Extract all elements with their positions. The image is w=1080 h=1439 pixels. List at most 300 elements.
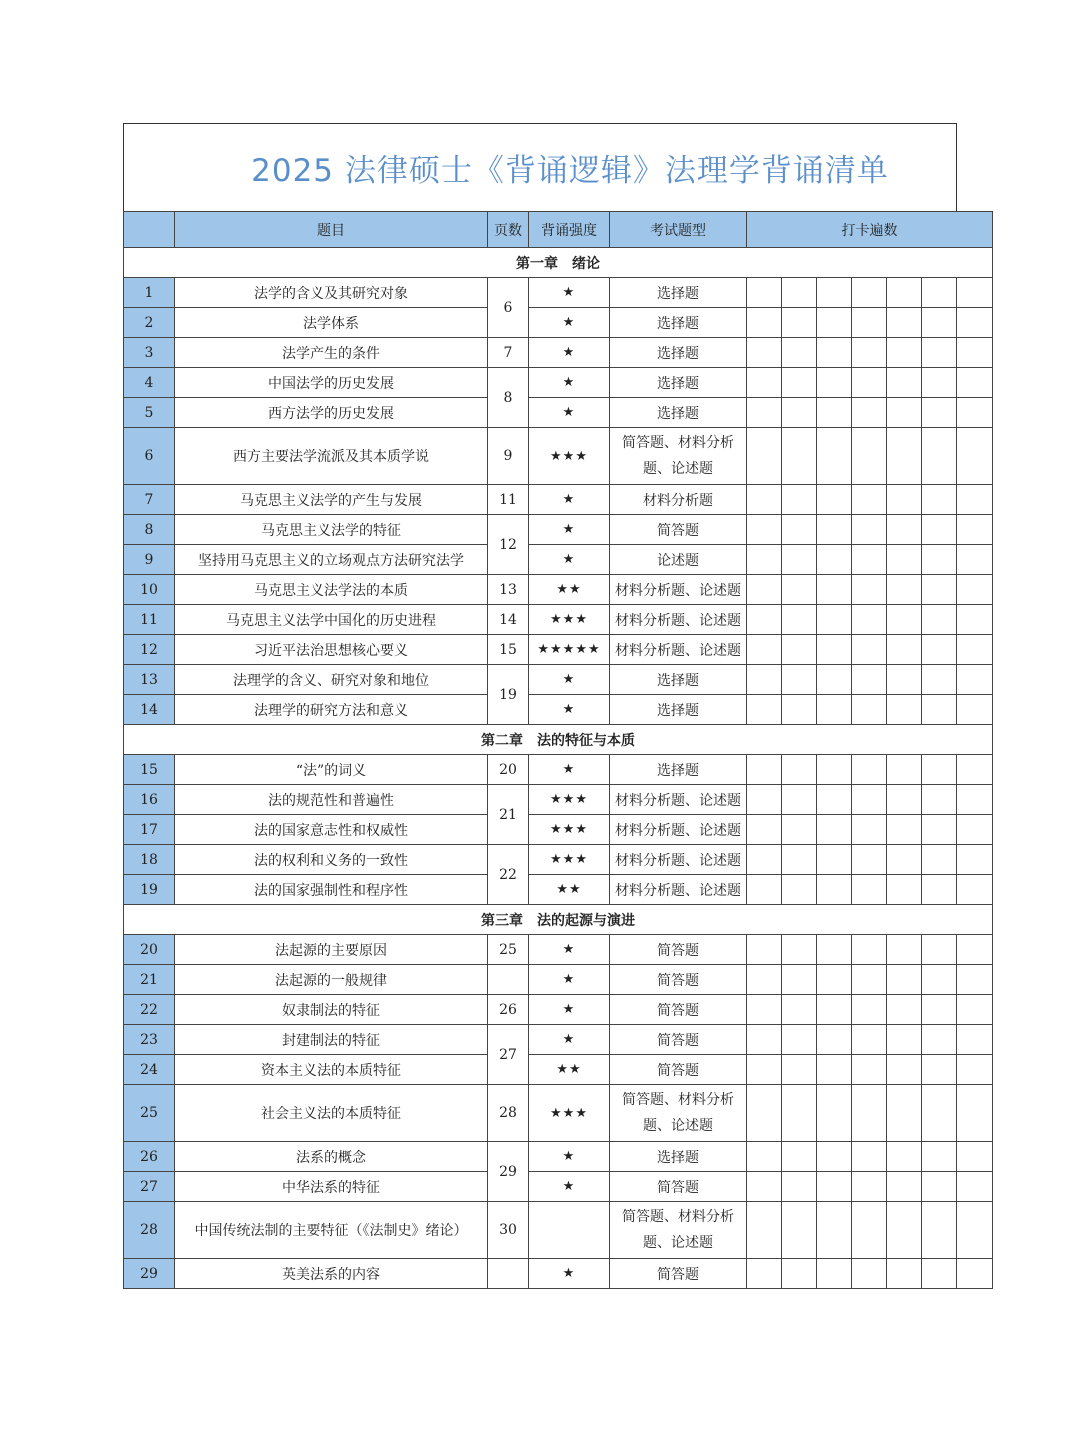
row-strength-stars: ★ <box>529 995 610 1025</box>
row-strength-stars: ★★★ <box>529 605 610 635</box>
checkin-box[interactable] <box>957 1172 993 1202</box>
checkin-box[interactable] <box>782 635 817 665</box>
row-topic: 法起源的主要原因 <box>175 935 488 965</box>
checkin-box[interactable] <box>817 308 852 338</box>
checkin-box[interactable] <box>747 1259 782 1289</box>
checkin-box[interactable] <box>852 845 887 875</box>
checkin-box[interactable] <box>957 278 993 308</box>
checkin-box[interactable] <box>957 665 993 695</box>
checkin-box[interactable] <box>922 935 957 965</box>
checkin-box[interactable] <box>747 428 782 485</box>
row-topic: 马克思主义法学法的本质 <box>175 575 488 605</box>
checkin-box[interactable] <box>922 695 957 725</box>
checkin-box[interactable] <box>817 815 852 845</box>
checkin-box[interactable] <box>922 965 957 995</box>
checkin-box[interactable] <box>747 278 782 308</box>
checkin-box[interactable] <box>852 575 887 605</box>
checkin-box[interactable] <box>747 485 782 515</box>
checkin-box[interactable] <box>747 635 782 665</box>
checkin-box[interactable] <box>922 1055 957 1085</box>
checkin-box[interactable] <box>747 1025 782 1055</box>
checkin-box[interactable] <box>782 875 817 905</box>
checkin-box[interactable] <box>887 1202 922 1259</box>
row-topic: 西方主要法学流派及其本质学说 <box>175 428 488 485</box>
checkin-box[interactable] <box>957 368 993 398</box>
checkin-box[interactable] <box>887 665 922 695</box>
row-strength-stars: ★★★ <box>529 845 610 875</box>
checkin-box[interactable] <box>887 695 922 725</box>
checkin-box[interactable] <box>957 515 993 545</box>
row-number: 23 <box>124 1025 175 1055</box>
checkin-box[interactable] <box>957 935 993 965</box>
row-exam-type: 材料分析题、论述题 <box>610 875 747 905</box>
checkin-box[interactable] <box>852 1202 887 1259</box>
row-strength-stars: ★ <box>529 1142 610 1172</box>
checkin-box[interactable] <box>817 845 852 875</box>
checkin-box[interactable] <box>782 605 817 635</box>
page-title: 2025 法律硕士《背诵逻辑》法理学背诵清单 <box>251 153 889 189</box>
checkin-box[interactable] <box>782 1085 817 1142</box>
checkin-box[interactable] <box>887 308 922 338</box>
checkin-box[interactable] <box>747 935 782 965</box>
checkin-box[interactable] <box>852 935 887 965</box>
checkin-box[interactable] <box>957 1259 993 1289</box>
checkin-box[interactable] <box>957 1142 993 1172</box>
row-exam-type: 选择题 <box>610 278 747 308</box>
row-topic: 英美法系的内容 <box>175 1259 488 1289</box>
checkin-box[interactable] <box>852 1055 887 1085</box>
checkin-box[interactable] <box>957 1055 993 1085</box>
checkin-box[interactable] <box>817 965 852 995</box>
checkin-box[interactable] <box>852 278 887 308</box>
checkin-box[interactable] <box>782 1202 817 1259</box>
checkin-box[interactable] <box>957 635 993 665</box>
checkin-box[interactable] <box>852 635 887 665</box>
row-number: 18 <box>124 845 175 875</box>
checkin-box[interactable] <box>782 515 817 545</box>
row-number: 29 <box>124 1259 175 1289</box>
checkin-box[interactable] <box>852 1025 887 1055</box>
checkin-box[interactable] <box>922 995 957 1025</box>
checkin-box[interactable] <box>817 1055 852 1085</box>
checkin-box[interactable] <box>922 605 957 635</box>
table-row <box>124 1259 993 1289</box>
checkin-box[interactable] <box>852 485 887 515</box>
checkin-box[interactable] <box>957 1085 993 1142</box>
checklist-table <box>123 211 993 1289</box>
checkin-box[interactable] <box>782 338 817 368</box>
checkin-box[interactable] <box>922 515 957 545</box>
checkin-box[interactable] <box>782 575 817 605</box>
table-row <box>124 368 993 398</box>
row-number: 11 <box>124 605 175 635</box>
row-topic: 西方法学的历史发展 <box>175 398 488 428</box>
checkin-box[interactable] <box>887 368 922 398</box>
chapter-row <box>124 905 993 935</box>
checkin-box[interactable] <box>747 545 782 575</box>
checkin-box[interactable] <box>922 1202 957 1259</box>
checklist-sheet <box>123 123 957 1289</box>
checkin-box[interactable] <box>747 815 782 845</box>
row-page: 12 <box>488 515 529 575</box>
checkin-box[interactable] <box>852 1172 887 1202</box>
row-exam-type: 选择题 <box>610 755 747 785</box>
checkin-box[interactable] <box>887 575 922 605</box>
checkin-box[interactable] <box>957 308 993 338</box>
checkin-box[interactable] <box>747 575 782 605</box>
chapter-row <box>124 725 993 755</box>
table-row <box>124 605 993 635</box>
checkin-box[interactable] <box>922 545 957 575</box>
checkin-box[interactable] <box>747 1202 782 1259</box>
row-page: 14 <box>488 605 529 635</box>
row-exam-type: 简答题 <box>610 995 747 1025</box>
checkin-box[interactable] <box>817 1172 852 1202</box>
checkin-box[interactable] <box>887 995 922 1025</box>
row-exam-type: 选择题 <box>610 1142 747 1172</box>
checkin-box[interactable] <box>747 665 782 695</box>
checkin-box[interactable] <box>852 1142 887 1172</box>
checkin-box[interactable] <box>852 695 887 725</box>
checkin-box[interactable] <box>922 815 957 845</box>
checkin-box[interactable] <box>782 965 817 995</box>
row-strength-stars: ★ <box>529 398 610 428</box>
row-page: 9 <box>488 428 529 485</box>
row-topic: 法学产生的条件 <box>175 338 488 368</box>
checkin-box[interactable] <box>887 338 922 368</box>
checkin-box[interactable] <box>887 875 922 905</box>
checkin-box[interactable] <box>922 845 957 875</box>
row-exam-type: 简答题 <box>610 935 747 965</box>
row-topic: 法理学的研究方法和意义 <box>175 695 488 725</box>
checkin-box[interactable] <box>782 545 817 575</box>
checkin-box[interactable] <box>782 398 817 428</box>
checkin-box[interactable] <box>782 755 817 785</box>
checkin-box[interactable] <box>922 665 957 695</box>
checkin-box[interactable] <box>887 1259 922 1289</box>
checkin-box[interactable] <box>852 1085 887 1142</box>
row-topic: 习近平法治思想核心要义 <box>175 635 488 665</box>
table-row <box>124 575 993 605</box>
checkin-box[interactable] <box>782 995 817 1025</box>
checkin-box[interactable] <box>957 605 993 635</box>
row-number: 16 <box>124 785 175 815</box>
row-topic: 社会主义法的本质特征 <box>175 1085 488 1142</box>
row-exam-type: 简答题 <box>610 515 747 545</box>
row-strength-stars: ★★ <box>529 1055 610 1085</box>
checkin-box[interactable] <box>852 665 887 695</box>
checkin-box[interactable] <box>852 965 887 995</box>
checkin-box[interactable] <box>782 1142 817 1172</box>
row-exam-type: 简答题 <box>610 1055 747 1085</box>
checkin-box[interactable] <box>817 1259 852 1289</box>
table-row <box>124 1172 993 1202</box>
checkin-box[interactable] <box>817 278 852 308</box>
row-number: 27 <box>124 1172 175 1202</box>
checkin-box[interactable] <box>957 485 993 515</box>
header-page: 页数 <box>488 212 529 248</box>
checkin-box[interactable] <box>747 755 782 785</box>
checkin-box[interactable] <box>852 428 887 485</box>
checkin-box[interactable] <box>887 1142 922 1172</box>
checkin-box[interactable] <box>957 575 993 605</box>
checkin-box[interactable] <box>782 1259 817 1289</box>
checkin-box[interactable] <box>957 875 993 905</box>
checkin-box[interactable] <box>817 515 852 545</box>
checkin-box[interactable] <box>817 575 852 605</box>
row-topic: 法起源的一般规律 <box>175 965 488 995</box>
row-number: 4 <box>124 368 175 398</box>
checkin-box[interactable] <box>852 368 887 398</box>
row-exam-type: 材料分析题、论述题 <box>610 605 747 635</box>
row-strength-stars: ★ <box>529 665 610 695</box>
row-exam-type: 材料分析题、论述题 <box>610 575 747 605</box>
checkin-box[interactable] <box>817 785 852 815</box>
row-exam-type: 材料分析题、论述题 <box>610 785 747 815</box>
table-row <box>124 965 993 995</box>
checkin-box[interactable] <box>747 695 782 725</box>
checkin-box[interactable] <box>957 695 993 725</box>
checkin-box[interactable] <box>747 1055 782 1085</box>
checkin-box[interactable] <box>852 995 887 1025</box>
checkin-box[interactable] <box>747 785 782 815</box>
checkin-box[interactable] <box>852 605 887 635</box>
checkin-box[interactable] <box>817 935 852 965</box>
checkin-box[interactable] <box>887 1055 922 1085</box>
checkin-box[interactable] <box>922 398 957 428</box>
checkin-box[interactable] <box>782 485 817 515</box>
row-topic: 奴隶制法的特征 <box>175 995 488 1025</box>
checkin-box[interactable] <box>782 428 817 485</box>
row-number: 19 <box>124 875 175 905</box>
checkin-box[interactable] <box>887 515 922 545</box>
checkin-box[interactable] <box>887 398 922 428</box>
row-strength-stars: ★★★ <box>529 785 610 815</box>
checkin-box[interactable] <box>852 755 887 785</box>
checkin-box[interactable] <box>817 398 852 428</box>
checkin-box[interactable] <box>782 1055 817 1085</box>
row-topic: 法学体系 <box>175 308 488 338</box>
checkin-box[interactable] <box>887 635 922 665</box>
checkin-box[interactable] <box>747 368 782 398</box>
checkin-box[interactable] <box>817 1085 852 1142</box>
row-number: 5 <box>124 398 175 428</box>
checkin-box[interactable] <box>887 1085 922 1142</box>
checkin-box[interactable] <box>957 845 993 875</box>
checkin-box[interactable] <box>747 338 782 368</box>
checkin-box[interactable] <box>817 545 852 575</box>
checkin-box[interactable] <box>817 635 852 665</box>
checkin-box[interactable] <box>957 1025 993 1055</box>
checkin-box[interactable] <box>782 785 817 815</box>
checkin-box[interactable] <box>887 605 922 635</box>
checkin-box[interactable] <box>817 605 852 635</box>
checkin-box[interactable] <box>922 308 957 338</box>
checkin-box[interactable] <box>957 755 993 785</box>
checkin-box[interactable] <box>922 278 957 308</box>
checkin-box[interactable] <box>957 338 993 368</box>
row-exam-type: 选择题 <box>610 368 747 398</box>
table-row <box>124 398 993 428</box>
checkin-box[interactable] <box>817 485 852 515</box>
checkin-box[interactable] <box>782 278 817 308</box>
table-row <box>124 308 993 338</box>
table-row <box>124 815 993 845</box>
checkin-box[interactable] <box>817 368 852 398</box>
checkin-box[interactable] <box>957 1202 993 1259</box>
checkin-box[interactable] <box>817 428 852 485</box>
row-exam-type: 简答题 <box>610 1172 747 1202</box>
checkin-box[interactable] <box>957 815 993 845</box>
checkin-box[interactable] <box>817 1142 852 1172</box>
checkin-box[interactable] <box>817 665 852 695</box>
row-strength-stars: ★ <box>529 1259 610 1289</box>
checkin-box[interactable] <box>922 338 957 368</box>
checkin-box[interactable] <box>957 785 993 815</box>
checkin-box[interactable] <box>957 398 993 428</box>
checkin-box[interactable] <box>852 875 887 905</box>
checkin-box[interactable] <box>747 398 782 428</box>
table-row <box>124 278 993 308</box>
checkin-box[interactable] <box>852 785 887 815</box>
checkin-box[interactable] <box>852 338 887 368</box>
row-page: 25 <box>488 935 529 965</box>
checkin-box[interactable] <box>887 965 922 995</box>
row-strength-stars: ★ <box>529 1025 610 1055</box>
chapter-title: 第二章 法的特征与本质 <box>124 725 993 755</box>
checkin-box[interactable] <box>782 1172 817 1202</box>
checkin-box[interactable] <box>922 1259 957 1289</box>
checkin-box[interactable] <box>852 1259 887 1289</box>
checkin-box[interactable] <box>922 1085 957 1142</box>
checkin-box[interactable] <box>922 428 957 485</box>
checkin-box[interactable] <box>747 308 782 338</box>
row-page <box>488 1259 529 1289</box>
checkin-box[interactable] <box>817 995 852 1025</box>
checkin-box[interactable] <box>852 815 887 845</box>
checkin-box[interactable] <box>922 785 957 815</box>
checkin-box[interactable] <box>887 755 922 785</box>
row-topic: 封建制法的特征 <box>175 1025 488 1055</box>
row-exam-type: 简答题、材料分析题、论述题 <box>610 1085 747 1142</box>
checkin-box[interactable] <box>922 875 957 905</box>
checkin-box[interactable] <box>782 308 817 338</box>
checkin-box[interactable] <box>922 1172 957 1202</box>
checkin-box[interactable] <box>957 545 993 575</box>
row-exam-type: 简答题 <box>610 1025 747 1055</box>
row-number: 25 <box>124 1085 175 1142</box>
checkin-box[interactable] <box>922 575 957 605</box>
checkin-box[interactable] <box>887 1025 922 1055</box>
row-strength-stars: ★ <box>529 695 610 725</box>
checkin-box[interactable] <box>747 845 782 875</box>
table-row <box>124 1055 993 1085</box>
row-number: 2 <box>124 308 175 338</box>
row-topic: 法理学的含义、研究对象和地位 <box>175 665 488 695</box>
row-strength-stars <box>529 1202 610 1259</box>
checkin-box[interactable] <box>957 428 993 485</box>
checkin-box[interactable] <box>887 1172 922 1202</box>
checkin-box[interactable] <box>747 605 782 635</box>
checkin-box[interactable] <box>922 1142 957 1172</box>
checkin-box[interactable] <box>782 665 817 695</box>
checkin-box[interactable] <box>782 368 817 398</box>
checkin-box[interactable] <box>782 935 817 965</box>
header-number <box>124 212 175 248</box>
row-exam-type: 材料分析题 <box>610 485 747 515</box>
checkin-box[interactable] <box>817 875 852 905</box>
checkin-box[interactable] <box>957 995 993 1025</box>
checkin-box[interactable] <box>747 995 782 1025</box>
row-topic: “法”的词义 <box>175 755 488 785</box>
checkin-box[interactable] <box>922 755 957 785</box>
table-row <box>124 995 993 1025</box>
title-banner <box>123 123 957 211</box>
checkin-box[interactable] <box>887 278 922 308</box>
row-number: 14 <box>124 695 175 725</box>
row-page: 21 <box>488 785 529 845</box>
row-topic: 法的权利和义务的一致性 <box>175 845 488 875</box>
row-exam-type: 选择题 <box>610 398 747 428</box>
row-strength-stars: ★ <box>529 368 610 398</box>
checkin-box[interactable] <box>852 545 887 575</box>
checkin-box[interactable] <box>887 428 922 485</box>
checkin-box[interactable] <box>887 935 922 965</box>
row-strength-stars: ★ <box>529 485 610 515</box>
row-exam-type: 材料分析题、论述题 <box>610 845 747 875</box>
checkin-box[interactable] <box>817 338 852 368</box>
row-number: 13 <box>124 665 175 695</box>
checkin-box[interactable] <box>747 1085 782 1142</box>
checkin-box[interactable] <box>817 1025 852 1055</box>
row-exam-type: 选择题 <box>610 338 747 368</box>
checkin-box[interactable] <box>852 398 887 428</box>
checkin-box[interactable] <box>747 965 782 995</box>
checkin-box[interactable] <box>922 635 957 665</box>
checkin-box[interactable] <box>887 815 922 845</box>
checkin-box[interactable] <box>887 785 922 815</box>
checkin-box[interactable] <box>782 815 817 845</box>
checkin-box[interactable] <box>747 1172 782 1202</box>
checkin-box[interactable] <box>747 1142 782 1172</box>
checkin-box[interactable] <box>782 695 817 725</box>
checkin-box[interactable] <box>817 755 852 785</box>
checkin-box[interactable] <box>782 845 817 875</box>
checkin-box[interactable] <box>817 695 852 725</box>
checkin-box[interactable] <box>747 875 782 905</box>
row-topic: 资本主义法的本质特征 <box>175 1055 488 1085</box>
row-number: 28 <box>124 1202 175 1259</box>
checkin-box[interactable] <box>887 485 922 515</box>
row-page: 6 <box>488 278 529 338</box>
checkin-box[interactable] <box>922 368 957 398</box>
checkin-box[interactable] <box>887 845 922 875</box>
row-number: 12 <box>124 635 175 665</box>
row-topic: 法的规范性和普遍性 <box>175 785 488 815</box>
checkin-box[interactable] <box>782 1025 817 1055</box>
chapter-row <box>124 248 993 278</box>
checkin-box[interactable] <box>922 1025 957 1055</box>
checkin-box[interactable] <box>957 965 993 995</box>
checkin-box[interactable] <box>747 515 782 545</box>
checkin-box[interactable] <box>887 545 922 575</box>
checkin-box[interactable] <box>852 515 887 545</box>
table-row <box>124 785 993 815</box>
table-row <box>124 845 993 875</box>
checkin-box[interactable] <box>817 1202 852 1259</box>
checkin-box[interactable] <box>922 485 957 515</box>
checkin-box[interactable] <box>852 308 887 338</box>
